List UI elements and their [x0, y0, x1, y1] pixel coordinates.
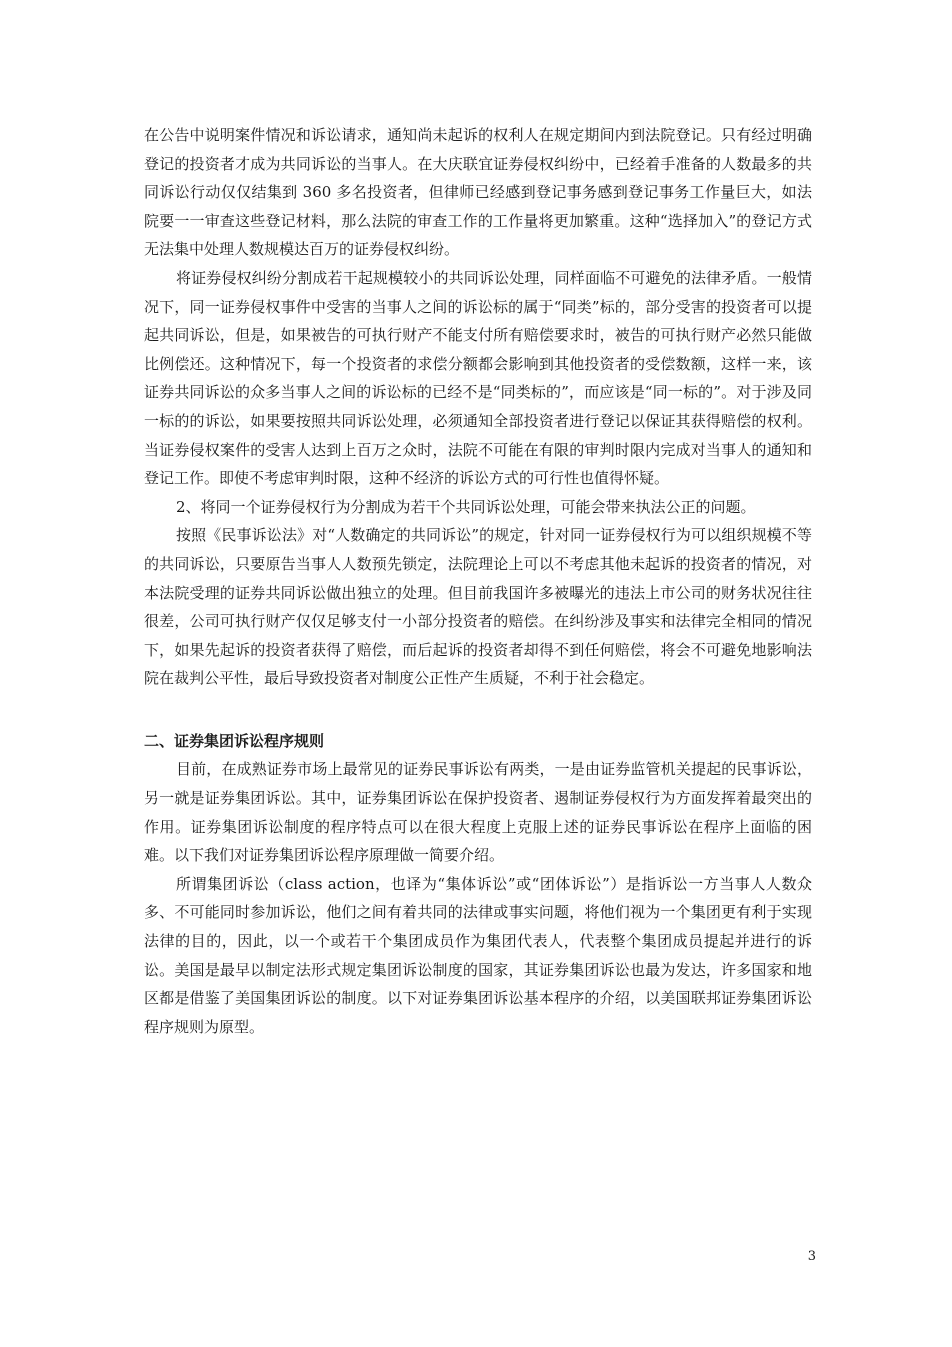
paragraph-class-action-definition: 所谓集团诉讼（class action，也译为“集体诉讼”或“团体诉讼”）是指诉讼一方当事人人数众多、不可能同时参加诉讼，他们之间有着共同的法律或事实问题，将他们视为一个集团更有利于实现法律的目的，因此，以一个或若干个集团成员作为集团代表人，代表整个集团成员提起并进行的诉讼。美国是最早以制定法形式规定集团诉讼制度的国家，其证券集团诉讼也最为发达，许多国家和地区都是借鉴了美国集团诉讼的制度。以下对证券集团诉讼基本程序的介绍，以美国联邦证券集团诉讼程序规则为原型。: [144, 874, 812, 1036]
paragraph-split-litigation: 将证券侵权纠纷分割成若干起规模较小的共同诉讼处理，同样面临不可避免的法律矛盾。一般情况下，同一证券侵权事件中受害的当事人之间的诉讼标的属于“同类”标的，部分受害的投资者可以提起共同诉讼，但是，如果被告的可执行财产不能支付所有赔偿要求时，被告的可执行财产必然只能做比例偿还。这种情况下，每一个投资者的求偿分额都会影响到其他投资者的受偿数额，这样一来，该证券共同诉讼的众多当事人之间的诉讼标的已经不是“同类标的”，而应该是“同一标的”。对于涉及同一标的的诉讼，如果要按照共同诉讼处理，必须通知全部投资者进行登记以保证其获得赔偿的权利。当证券侵权案件的受害人达到上百万之众时，法院不可能在有限的审判时限内完成对当事人的通知和登记工作。即使不考虑审判时限，这种不经济的诉讼方式的可行性也值得怀疑。: [144, 268, 812, 488]
paragraph-class-action-intro: 目前，在成熟证券市场上最常见的证券民事诉讼有两类，一是由证券监管机关提起的民事诉讼，另一就是证券集团诉讼。其中，证券集团诉讼在保护投资者、遏制证券侵权行为方面发挥着最突出的作用。证券集团诉讼制度的程序特点可以在很大程度上克服上述的证券民事诉讼在程序上面临的困难。以下我们对证券集团诉讼程序原理做一简要介绍。: [144, 760, 812, 865]
paragraph-civil-procedure: 按照《民事诉讼法》对“人数确定的共同诉讼”的规定，针对同一证券侵权行为可以组织规模不等的共同诉讼，只要原告当事人人数预先锁定，法院理论上可以不考虑其他未起诉的投资者的情况，对本法院受理的证券共同诉讼做出独立的处理。但目前我国许多被曝光的违法上市公司的财务状况往往很差，公司可执行财产仅仅足够支付一小部分投资者的赔偿。在纠纷涉及事实和法律完全相同的情况下，如果先起诉的投资者获得了赔偿，而后起诉的投资者却得不到任何赔偿，将会不可避免地影响法院在裁判公平性，最后导致投资者对制度公正性产生质疑，不利于社会稳定。: [144, 526, 812, 688]
paragraph-point-2: 2、将同一个证券侵权行为分割成为若干个共同诉讼处理，可能会带来执法公正的问题。: [176, 497, 756, 516]
paragraph-continuation: 在公告中说明案件情况和诉讼请求，通知尚未起诉的权利人在规定期间内到法院登记。只有经过明确登记的投资者才成为共同诉讼的当事人。在大庆联宜证券侵权纠纷中，已经着手准备的人数最多的共同诉讼行动仅仅结集到 360 多名投资者，但律师已经感到登记事务感到登记事务工作量巨大，如法院要一一审查这些登记材料，那么法院的审查工作的工作量将更加繁重。这种“选择加入”的登记方式无法集中处理人数规模达百万的证券侵权纠纷。: [144, 126, 812, 259]
section-heading: 二、证券集团诉讼程序规则: [144, 731, 325, 750]
page-number: 3: [807, 1249, 816, 1264]
page-body: [144, 121, 812, 1041]
